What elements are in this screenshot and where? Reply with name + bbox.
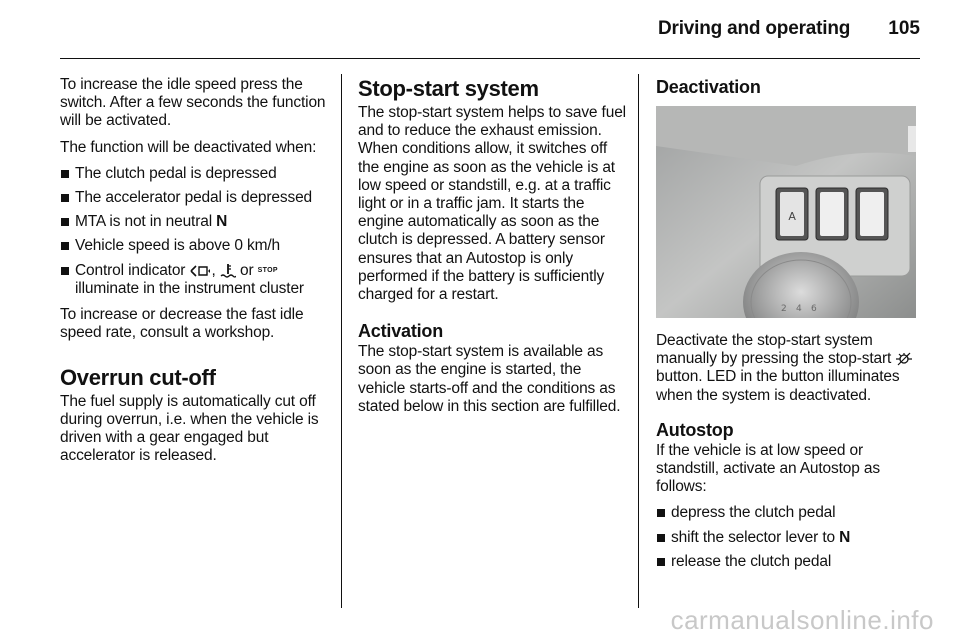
list-item-text: shift the selector lever to bbox=[671, 528, 835, 546]
deactivation-text: Deactivate the stop-start system manually by pressing the stop-start bbox=[656, 332, 892, 368]
coolant-temperature-icon bbox=[220, 263, 236, 279]
deactivation-paragraph bbox=[656, 332, 922, 405]
stop-start-button-icon bbox=[895, 352, 913, 366]
svg-text:A: A bbox=[788, 210, 796, 223]
list-item-text: depress the clutch pedal bbox=[671, 504, 836, 522]
bullet-square-icon bbox=[657, 558, 665, 566]
list-item bbox=[60, 262, 332, 299]
deactivation-conditions-list bbox=[60, 165, 332, 298]
bullet-square-icon bbox=[61, 170, 69, 178]
list-item bbox=[656, 504, 922, 522]
column-3 bbox=[656, 76, 922, 579]
bullet-square-icon bbox=[61, 242, 69, 250]
list-item-text: The clutch pedal is depressed bbox=[75, 164, 277, 182]
page-number: 105 bbox=[888, 18, 920, 39]
list-item bbox=[60, 165, 332, 183]
fast-idle-paragraph: To increase or decrease the fast idle speed rate, consult a workshop. bbox=[60, 306, 304, 342]
stop-start-heading: Stop-start system bbox=[358, 76, 539, 101]
column-2 bbox=[358, 76, 630, 424]
idle-speed-indicator-icon bbox=[189, 264, 211, 278]
list-item bbox=[656, 553, 922, 571]
gear-digit: 6 bbox=[811, 304, 817, 314]
idle-speed-paragraph: To increase the idle speed press the switch. After a few seconds the function will be activated. bbox=[60, 76, 326, 130]
column-divider-1 bbox=[341, 74, 342, 608]
activation-heading: Activation bbox=[358, 321, 444, 342]
bullet-square-icon bbox=[657, 534, 665, 542]
list-item-text: release the clutch pedal bbox=[671, 552, 832, 570]
stop-indicator-icon: STOP bbox=[257, 266, 278, 274]
comma: , bbox=[211, 261, 216, 279]
list-item-text: illuminate in the instrument cluster bbox=[75, 280, 304, 298]
list-item-text: Control indicator bbox=[75, 261, 186, 279]
overrun-heading: Overrun cut-off bbox=[60, 364, 216, 390]
autostop-heading: Autostop bbox=[656, 419, 734, 440]
bullet-square-icon bbox=[657, 509, 665, 517]
neutral-letter: N bbox=[839, 528, 851, 546]
list-item bbox=[60, 237, 332, 255]
bullet-square-icon bbox=[61, 194, 69, 202]
column-1 bbox=[60, 76, 332, 473]
bullet-square-icon bbox=[61, 218, 69, 226]
gear-digit: 2 bbox=[781, 304, 787, 314]
list-item-text: Vehicle speed is above 0 km/h bbox=[75, 237, 281, 255]
column-divider-2 bbox=[638, 74, 639, 608]
autostop-paragraph: If the vehicle is at low speed or standstill, activate an Autostop as follows: bbox=[656, 441, 880, 496]
overrun-paragraph: The fuel supply is automatically cut off during overrun, i.e. when the vehicle is driven with a gear engaged but accelerator is released. bbox=[60, 392, 319, 465]
or-text: or bbox=[240, 261, 254, 279]
activation-paragraph: The stop-start system is available as soon as the engine is started, the vehicle starts-off and the conditions as stated below in this section are fulfilled. bbox=[358, 343, 621, 415]
deactivation-heading: Deactivation bbox=[656, 77, 761, 97]
gear-digit: 4 bbox=[796, 304, 802, 314]
deactivated-when-paragraph: The function will be deactivated when: bbox=[60, 138, 317, 156]
list-item bbox=[656, 529, 922, 547]
header-rule bbox=[60, 58, 920, 59]
stop-start-intro-paragraph: The stop-start system helps to save fuel and to reduce the exhaust emission. When conditions allow, it switches off the engine as soon as the vehicle is at low speed or standstill, e.g. at a traffic light or in a traffic jam. It starts the engine automatically as soon as the clutch is depressed. A battery sensor ensures that an Autostop is only performed if the battery is sufficiently charged for a restart. bbox=[358, 104, 626, 304]
list-item bbox=[60, 213, 332, 231]
autostop-steps-list bbox=[656, 504, 922, 571]
stop-start-button-photo bbox=[656, 106, 916, 318]
list-item-text: MTA is not in neutral bbox=[75, 213, 212, 231]
page-header-title: Driving and operating bbox=[658, 18, 851, 39]
bullet-square-icon bbox=[61, 267, 69, 275]
neutral-letter: N bbox=[216, 213, 228, 231]
deactivation-text: button. LED in the button illuminates when the system is deactivated. bbox=[656, 368, 900, 404]
watermark: carmanualsonline.info bbox=[670, 605, 934, 635]
list-item-text: The accelerator pedal is depressed bbox=[75, 189, 313, 207]
list-item bbox=[60, 189, 332, 207]
